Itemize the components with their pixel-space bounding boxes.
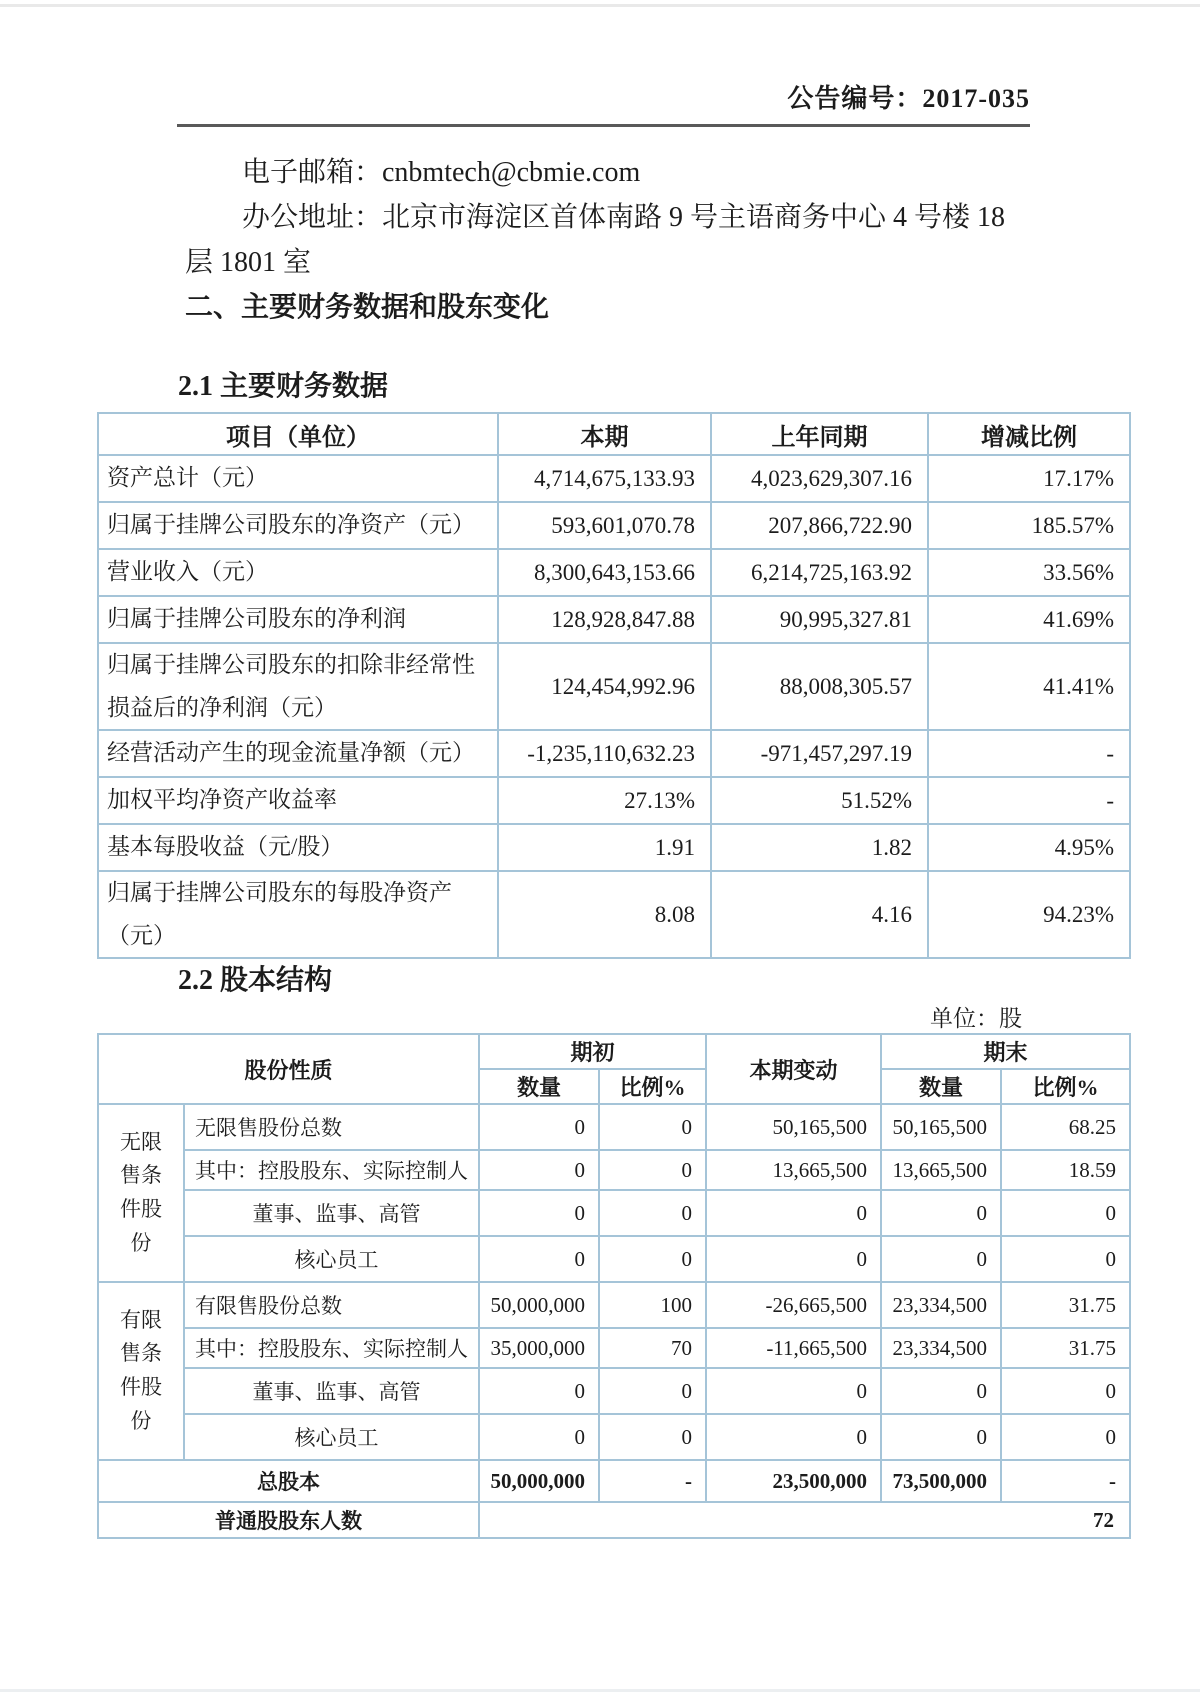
cell-end-ratio: 0 xyxy=(1001,1368,1130,1414)
cell-change: 4.95% xyxy=(928,824,1130,871)
row-name: 其中：控股股东、实际控制人 xyxy=(184,1328,479,1368)
announcement-number: 公告编号：2017-035 xyxy=(787,84,1030,113)
cell-begin-ratio: 100 xyxy=(599,1282,706,1328)
cell-prior: 51.52% xyxy=(711,777,928,824)
cell-current: 4,714,675,133.93 xyxy=(498,455,711,502)
row-item-label: 归属于挂牌公司股东的扣除非经常性损益后的净利润（元） xyxy=(98,643,498,730)
cell-change: 50,165,500 xyxy=(706,1104,881,1150)
cell-change: 0 xyxy=(706,1414,881,1460)
table-row xyxy=(98,1104,1130,1150)
cell-current: 1.91 xyxy=(498,824,711,871)
row-item-label: 资产总计（元） xyxy=(98,455,498,502)
row-name: 董事、监事、高管 xyxy=(184,1368,479,1414)
cell-change: - xyxy=(928,730,1130,777)
table-row xyxy=(98,502,1130,549)
cell-change: 33.56% xyxy=(928,549,1130,596)
cell-end-ratio: 0 xyxy=(1001,1190,1130,1236)
cell-prior: 4,023,629,307.16 xyxy=(711,455,928,502)
financial-header-row xyxy=(98,413,1130,455)
cell-begin-qty: 0 xyxy=(479,1414,599,1460)
total-share-capital-row xyxy=(98,1460,1130,1502)
row-item-label: 基本每股收益（元/股） xyxy=(98,824,498,871)
cell-begin-qty: 0 xyxy=(479,1190,599,1236)
cell-end-ratio: - xyxy=(1001,1460,1130,1502)
cell-change: 17.17% xyxy=(928,455,1130,502)
cell-prior: -971,457,297.19 xyxy=(711,730,928,777)
row-name: 董事、监事、高管 xyxy=(184,1190,479,1236)
cell-end-qty: 13,665,500 xyxy=(881,1150,1001,1190)
section-title-main: 二、主要财务数据和股东变化 xyxy=(185,292,550,323)
cell-begin-qty: 50,000,000 xyxy=(479,1460,599,1502)
cell-change: 0 xyxy=(706,1236,881,1282)
column-header-prior-period: 上年同期 xyxy=(711,413,928,455)
column-header-item: 项目（单位） xyxy=(98,413,498,455)
row-item-label: 归属于挂牌公司股东的每股净资产（元） xyxy=(98,871,498,958)
table-row xyxy=(98,824,1130,871)
contact-block xyxy=(185,150,1065,285)
cell-end-qty: 0 xyxy=(881,1236,1001,1282)
financial-data-table xyxy=(97,412,1131,959)
cell-prior: 88,008,305.57 xyxy=(711,643,928,730)
cell-end-qty: 23,334,500 xyxy=(881,1282,1001,1328)
cell-end-ratio: 68.25 xyxy=(1001,1104,1130,1150)
cell-end-ratio: 0 xyxy=(1001,1236,1130,1282)
cell-prior: 4.16 xyxy=(711,871,928,958)
cell-end-ratio: 31.75 xyxy=(1001,1282,1130,1328)
cell-change: 0 xyxy=(706,1190,881,1236)
cell-begin-qty: 0 xyxy=(479,1368,599,1414)
cell-change: 185.57% xyxy=(928,502,1130,549)
section-title-equity-structure: 2.2 股本结构 xyxy=(178,965,333,996)
cell-current: 8.08 xyxy=(498,871,711,958)
table-row xyxy=(98,1150,1130,1190)
cell-current: 8,300,643,153.66 xyxy=(498,549,711,596)
section-title-financial-data: 2.1 主要财务数据 xyxy=(178,371,389,402)
row-item-label: 归属于挂牌公司股东的净资产（元） xyxy=(98,502,498,549)
row-name: 其中：控股股东、实际控制人 xyxy=(184,1150,479,1190)
cell-end-ratio: 18.59 xyxy=(1001,1150,1130,1190)
table-row xyxy=(98,1328,1130,1368)
cell-current: 593,601,070.78 xyxy=(498,502,711,549)
cell-begin-ratio: 0 xyxy=(599,1190,706,1236)
cell-current: 27.13% xyxy=(498,777,711,824)
cell-prior: 90,995,327.81 xyxy=(711,596,928,643)
cell-current: 128,928,847.88 xyxy=(498,596,711,643)
row-item-label: 经营活动产生的现金流量净额（元） xyxy=(98,730,498,777)
column-header-begin-ratio: 比例% xyxy=(599,1069,706,1104)
cell-begin-qty: 0 xyxy=(479,1236,599,1282)
group-label-unrestricted: 无限售条件股份 xyxy=(98,1104,184,1282)
cell-end-qty: 50,165,500 xyxy=(881,1104,1001,1150)
cell-begin-qty: 50,000,000 xyxy=(479,1282,599,1328)
header-divider-rule xyxy=(177,124,1030,127)
cell-current: 124,454,992.96 xyxy=(498,643,711,730)
table-row xyxy=(98,549,1130,596)
equity-structure-table xyxy=(97,1033,1131,1539)
cell-begin-qty: 0 xyxy=(479,1150,599,1190)
row-name: 核心员工 xyxy=(184,1236,479,1282)
cell-end-qty: 23,334,500 xyxy=(881,1328,1001,1368)
cell-prior: 1.82 xyxy=(711,824,928,871)
scan-edge-top xyxy=(0,4,1200,7)
column-header-end-quantity: 数量 xyxy=(881,1069,1001,1104)
cell-change: 41.69% xyxy=(928,596,1130,643)
row-name: 无限售股份总数 xyxy=(184,1104,479,1150)
cell-begin-ratio: 0 xyxy=(599,1414,706,1460)
table-row xyxy=(98,871,1130,958)
total-row-label: 总股本 xyxy=(98,1460,479,1502)
table-row xyxy=(98,1414,1130,1460)
cell-begin-qty: 35,000,000 xyxy=(479,1328,599,1368)
cell-end-qty: 0 xyxy=(881,1368,1001,1414)
cell-begin-ratio: 70 xyxy=(599,1328,706,1368)
table-row xyxy=(98,455,1130,502)
cell-end-ratio: 31.75 xyxy=(1001,1328,1130,1368)
cell-change: 13,665,500 xyxy=(706,1150,881,1190)
cell-begin-ratio: 0 xyxy=(599,1104,706,1150)
column-header-end-ratio: 比例% xyxy=(1001,1069,1130,1104)
column-header-share-nature: 股份性质 xyxy=(98,1034,479,1104)
cell-begin-qty: 0 xyxy=(479,1104,599,1150)
cell-begin-ratio: - xyxy=(599,1460,706,1502)
table-row xyxy=(98,1282,1130,1328)
row-item-label: 营业收入（元） xyxy=(98,549,498,596)
table-row xyxy=(98,730,1130,777)
cell-current: -1,235,110,632.23 xyxy=(498,730,711,777)
row-item-label: 加权平均净资产收益率 xyxy=(98,777,498,824)
contact-email-line: 电子邮箱：cnbmtech@cbmie.com xyxy=(242,157,641,188)
table-row xyxy=(98,596,1130,643)
column-header-period-begin: 期初 xyxy=(479,1034,706,1069)
holders-count: 72 xyxy=(479,1502,1130,1538)
table-row xyxy=(98,1368,1130,1414)
cell-begin-ratio: 0 xyxy=(599,1150,706,1190)
holders-row-label: 普通股股东人数 xyxy=(98,1502,479,1538)
cell-change: 94.23% xyxy=(928,871,1130,958)
cell-prior: 6,214,725,163.92 xyxy=(711,549,928,596)
table-row xyxy=(98,643,1130,730)
scan-edge-bottom xyxy=(0,1689,1200,1692)
column-header-change-ratio: 增减比例 xyxy=(928,413,1130,455)
group-label-restricted: 有限售条件股份 xyxy=(98,1282,184,1460)
cell-begin-ratio: 0 xyxy=(599,1368,706,1414)
row-item-label: 归属于挂牌公司股东的净利润 xyxy=(98,596,498,643)
cell-end-ratio: 0 xyxy=(1001,1414,1130,1460)
cell-change: 41.41% xyxy=(928,643,1130,730)
cell-change: - xyxy=(928,777,1130,824)
cell-prior: 207,866,722.90 xyxy=(711,502,928,549)
column-header-begin-quantity: 数量 xyxy=(479,1069,599,1104)
cell-end-qty: 73,500,000 xyxy=(881,1460,1001,1502)
cell-change: -11,665,500 xyxy=(706,1328,881,1368)
equity-header-row-1 xyxy=(98,1034,1130,1069)
row-name: 核心员工 xyxy=(184,1414,479,1460)
column-header-period-end: 期末 xyxy=(881,1034,1130,1069)
common-shareholders-row xyxy=(98,1502,1130,1538)
cell-end-qty: 0 xyxy=(881,1414,1001,1460)
cell-change: 23,500,000 xyxy=(706,1460,881,1502)
unit-note: 单位：股 xyxy=(930,1006,1022,1031)
column-header-current-period: 本期 xyxy=(498,413,711,455)
contact-address-line1: 办公地址：北京市海淀区首体南路 9 号主语商务中心 4 号楼 18 xyxy=(242,202,1006,233)
cell-end-qty: 0 xyxy=(881,1190,1001,1236)
column-header-period-change: 本期变动 xyxy=(706,1034,881,1104)
table-row xyxy=(98,1190,1130,1236)
table-row xyxy=(98,777,1130,824)
cell-change: 0 xyxy=(706,1368,881,1414)
cell-begin-ratio: 0 xyxy=(599,1236,706,1282)
row-name: 有限售股份总数 xyxy=(184,1282,479,1328)
contact-address-line2: 层 1801 室 xyxy=(185,247,312,278)
table-row xyxy=(98,1236,1130,1282)
cell-change: -26,665,500 xyxy=(706,1282,881,1328)
